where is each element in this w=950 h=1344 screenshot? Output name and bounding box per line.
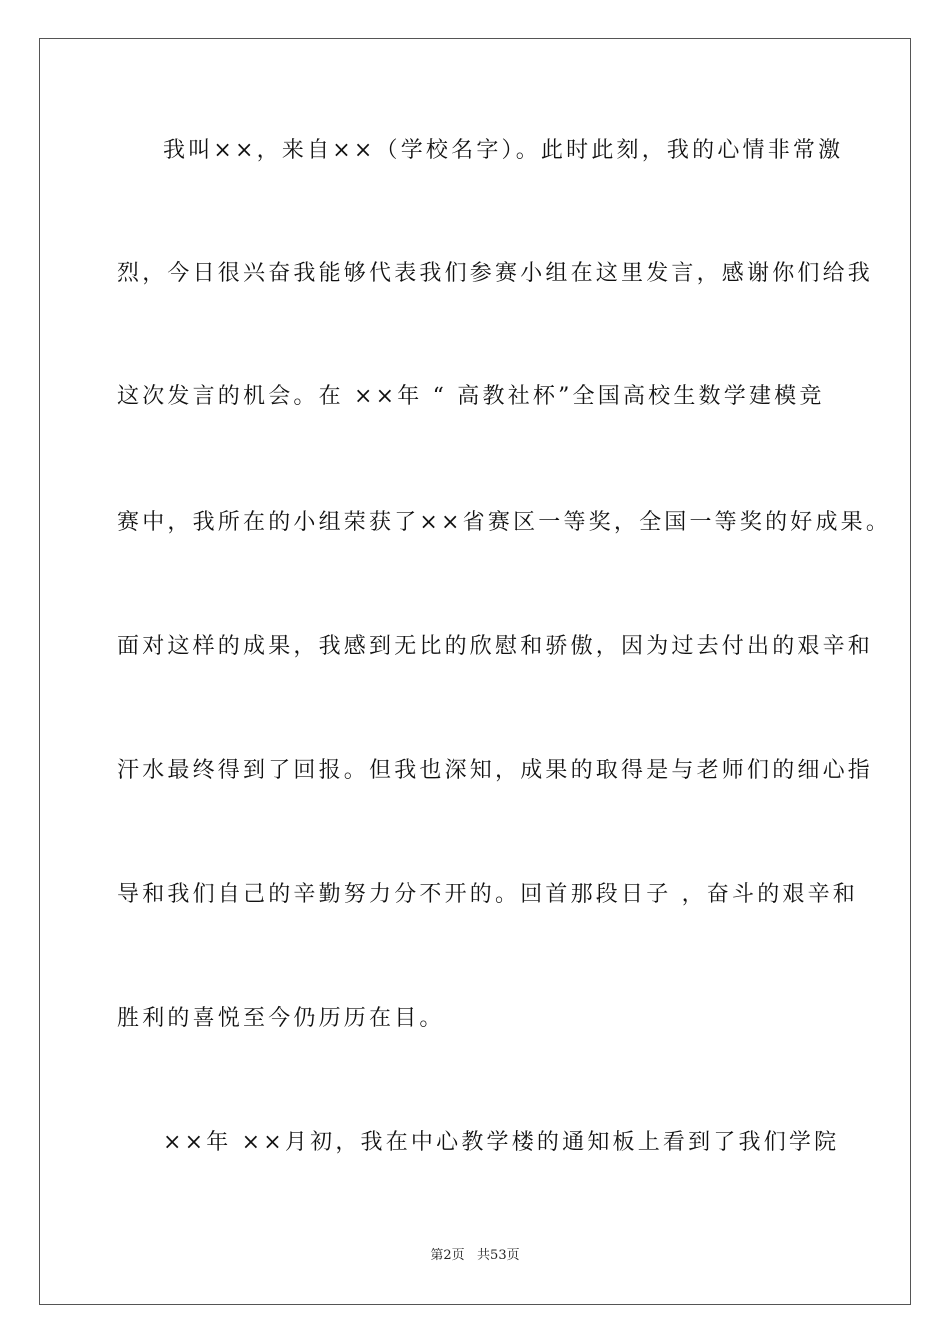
paragraph-line: 胜利的喜悦至今仍历历在目。 xyxy=(117,1006,445,1031)
paragraph-line: 汗水最终得到了回报。但我也深知，成果的取得是与老师们的细心指 xyxy=(117,758,874,783)
paragraph-line: 导和我们自己的辛勤努力分不开的。回首那段日子 ，奋斗的艰辛和 xyxy=(117,882,858,907)
paragraph-line: 我叫××，来自××（学校名字）。此时此刻，我的心情非常激 xyxy=(163,138,844,163)
paragraph-line: ××年 ××月初，我在中心教学楼的通知板上看到了我们学院 xyxy=(163,1130,840,1155)
paragraph-line: 赛中，我所在的小组荣获了××省赛区一等奖，全国一等奖的好成果。 xyxy=(117,510,892,535)
paragraph-line: 这次发言的机会。在 ××年 “ 高教社杯”全国高校生数学建模竞 xyxy=(117,384,825,409)
page-number-footer: 第2页 共53页 xyxy=(430,1248,520,1263)
page-border xyxy=(39,38,911,1305)
paragraph-line: 面对这样的成果，我感到无比的欣慰和骄傲，因为过去付出的艰辛和 xyxy=(117,634,874,659)
paragraph-line: 烈，今日很兴奋我能够代表我们参赛小组在这里发言，感谢你们给我 xyxy=(117,261,874,286)
